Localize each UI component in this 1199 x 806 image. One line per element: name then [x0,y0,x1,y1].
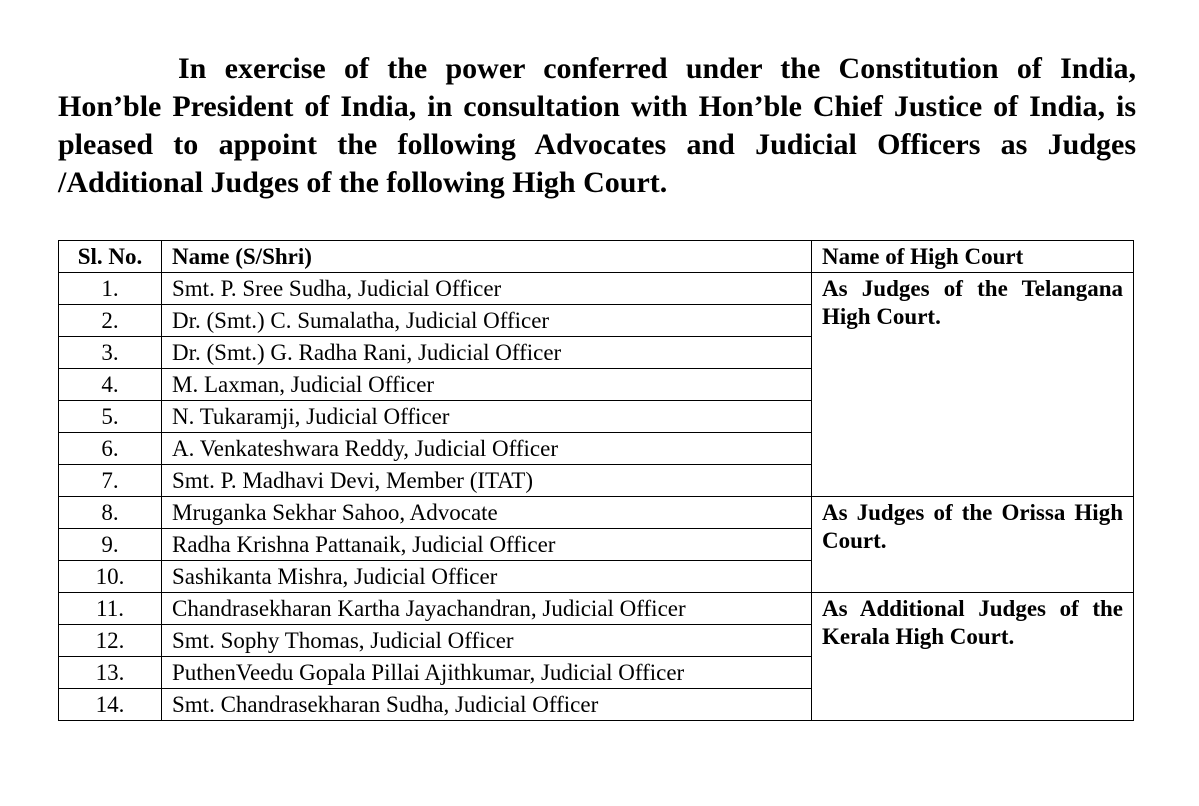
sl-no-cell: 13. [59,657,162,689]
table-header-row [59,241,1134,273]
name-cell: Smt. Sophy Thomas, Judicial Officer [162,625,812,657]
court-label: As Judges of the Telangana High Court. [822,276,1123,329]
table-row [59,497,1134,529]
name-cell: Smt. P. Sree Sudha, Judicial Officer [162,273,812,305]
name-cell: Sashikanta Mishra, Judicial Officer [162,561,812,593]
name-cell: Smt. Chandrasekharan Sudha, Judicial Officer [162,689,812,721]
court-label: As Additional Judges of the Kerala High Court. [822,596,1123,649]
sl-no-cell: 7. [59,465,162,497]
header-name: Name (S/Shri) [162,241,812,273]
appointments-table [58,240,1134,721]
name-cell: Mruganka Sekhar Sahoo, Advocate [162,497,812,529]
header-sl-no: Sl. No. [59,241,162,273]
sl-no-cell: 14. [59,689,162,721]
header-court: Name of High Court [812,241,1134,273]
sl-no-cell: 8. [59,497,162,529]
name-cell: M. Laxman, Judicial Officer [162,369,812,401]
name-cell: PuthenVeedu Gopala Pillai Ajithkumar, Judicial Officer [162,657,812,689]
name-cell: Radha Krishna Pattanaik, Judicial Officer [162,529,812,561]
court-cell-telangana [812,273,1134,497]
name-cell: Smt. P. Madhavi Devi, Member (ITAT) [162,465,812,497]
sl-no-cell: 1. [59,273,162,305]
sl-no-cell: 5. [59,401,162,433]
sl-no-cell: 3. [59,337,162,369]
court-label: As Judges of the Orissa High Court. [822,500,1123,553]
court-cell-kerala [812,593,1134,721]
name-cell: Chandrasekharan Kartha Jayachandran, Judicial Officer [162,593,812,625]
sl-no-cell: 11. [59,593,162,625]
sl-no-cell: 6. [59,433,162,465]
court-cell-orissa [812,497,1134,593]
name-cell: A. Venkateshwara Reddy, Judicial Officer [162,433,812,465]
intro-paragraph: In exercise of the power conferred under the Constitution of India, Hon’ble President of India, in consultation with Hon’ble Chief Justice of India, is pleased to appoint the following Advocates and Judicial Officers as Judges /Additional Judges of the following High Court. [58,52,1136,199]
sl-no-cell: 9. [59,529,162,561]
name-cell: Dr. (Smt.) C. Sumalatha, Judicial Officer [162,305,812,337]
sl-no-cell: 10. [59,561,162,593]
table-row [59,593,1134,625]
table-row [59,273,1134,305]
name-cell: Dr. (Smt.) G. Radha Rani, Judicial Officer [162,337,812,369]
sl-no-cell: 2. [59,305,162,337]
name-cell: N. Tukaramji, Judicial Officer [162,401,812,433]
sl-no-cell: 12. [59,625,162,657]
sl-no-cell: 4. [59,369,162,401]
